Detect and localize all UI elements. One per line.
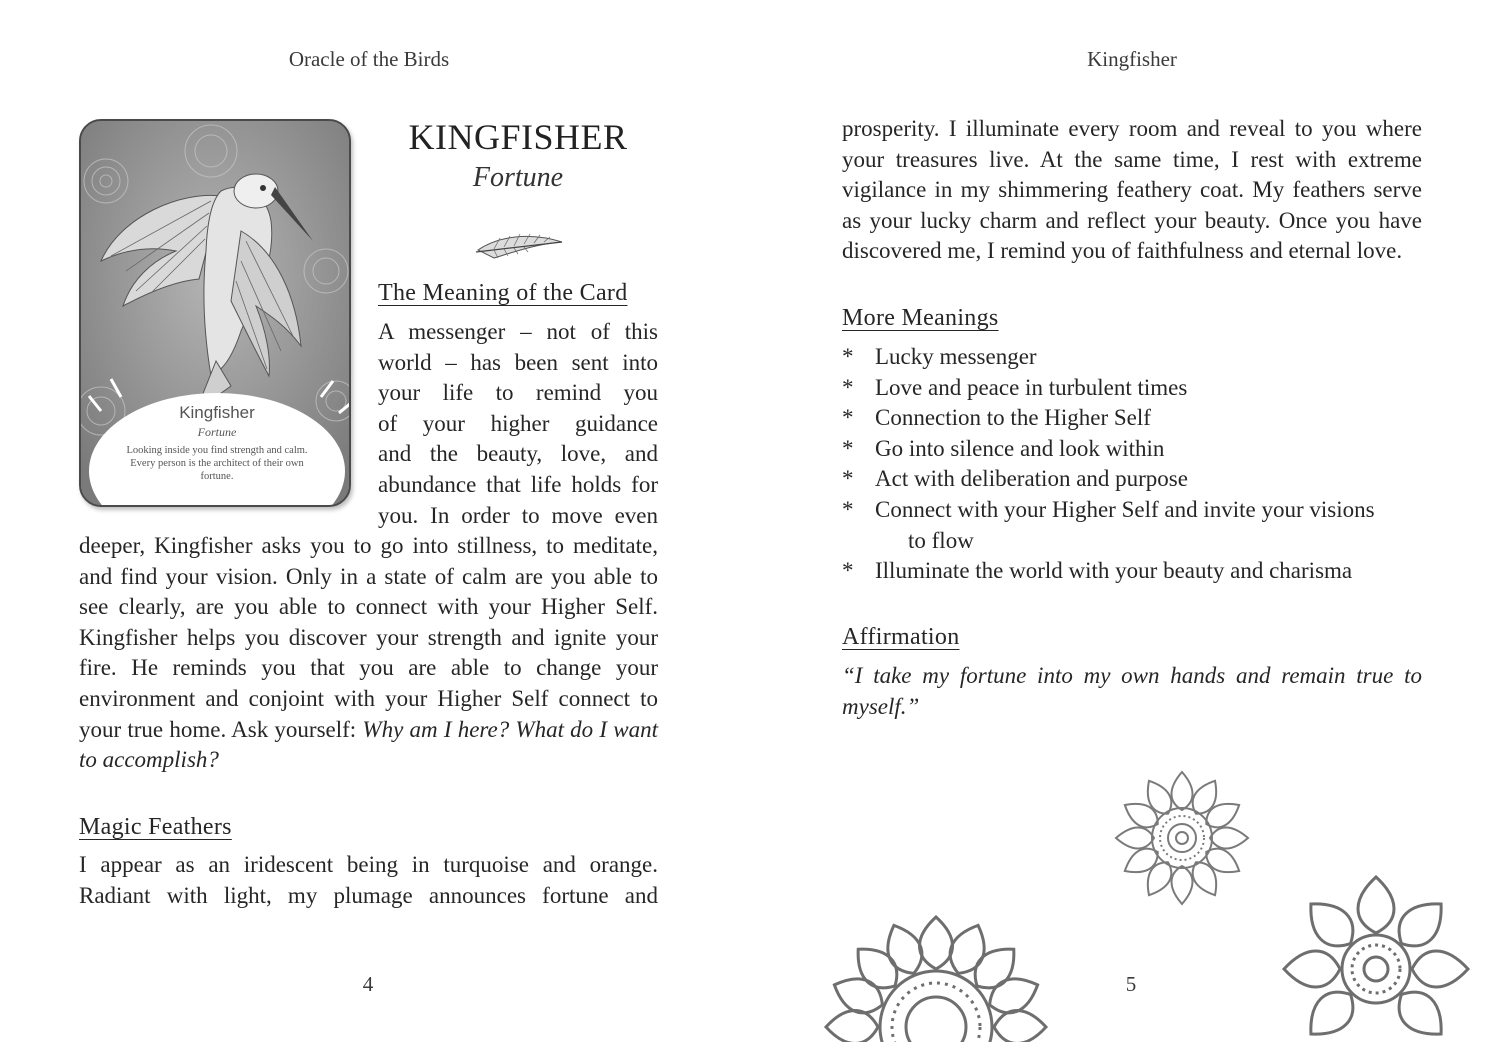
card-subtitle: Fortune <box>472 162 564 193</box>
list-item-text: Love and peace in turbulent times <box>875 374 1188 400</box>
meaning-text-wide <box>79 531 658 776</box>
page-number-left: 4 <box>362 972 374 996</box>
more-meanings-list <box>842 342 1422 587</box>
card-title-block <box>378 116 658 194</box>
affirmation-text: “I take my fortune into my own hands and remain true to myself.” <box>842 663 1422 719</box>
running-head-right: Kingfisher <box>1087 47 1177 71</box>
meaning-line: abundance that life holds for <box>378 471 658 497</box>
list-item <box>842 373 1422 404</box>
more-meanings-heading: More Meanings <box>842 305 999 331</box>
mandala-small-ornament <box>1112 768 1252 908</box>
page-number-right: 5 <box>1125 972 1137 996</box>
card-message: Looking inside you find strength and calm. Every person is the architect of their own fortune. <box>126 445 308 482</box>
meaning-line: your life to remind you <box>378 380 658 406</box>
list-item <box>842 434 1422 465</box>
meaning-questions: Why am I here? What do I want to accomplish? <box>79 716 659 773</box>
list-item-text: Go into silence and look within <box>875 435 1165 461</box>
card-keyword: Fortune <box>197 425 237 439</box>
meaning-line: of your higher guidance <box>378 410 658 436</box>
list-item-continuation: to flow <box>908 527 974 553</box>
bullet-star: * <box>842 435 854 461</box>
list-item-text: Lucky messenger <box>875 344 1037 369</box>
list-item <box>842 495 1422 556</box>
continued-text: prosperity. I illuminate every room and reveal to you where your treasures live. At the same time, I rest with extreme vigilance in my shimmering feathery coat. My feathers serve as your lucky charm and reflect your beauty. Once you have discovered me, I remind you of faithfulness and eternal love. <box>842 116 1422 264</box>
meaning-line: A messenger – not of this <box>378 319 658 344</box>
right-page <box>750 0 1500 1042</box>
running-head-left: Oracle of the Birds <box>288 47 450 71</box>
list-item <box>842 403 1422 434</box>
magic-feathers-text: I appear as an iridescent being in turquoise and orange. Radiant with light, my plumage announces fortune and <box>79 852 658 908</box>
feather-ornament-icon <box>474 228 566 266</box>
list-item-text: Act with deliberation and purpose <box>875 466 1188 492</box>
list-item-text: Connection to the Higher Self <box>875 405 1151 431</box>
list-item-text: Illuminate the world with your beauty and charisma <box>875 558 1353 584</box>
card-title: KINGFISHER <box>408 117 628 157</box>
bullet-star: * <box>842 466 854 492</box>
affirmation-heading: Affirmation <box>842 624 960 650</box>
list-item <box>842 342 1422 373</box>
magic-feathers-heading: Magic Feathers <box>79 814 232 840</box>
card-caption <box>81 403 351 483</box>
meaning-heading: The Meaning of the Card <box>378 280 628 306</box>
meaning-line: world – has been sent into <box>378 349 658 375</box>
list-item <box>842 464 1422 495</box>
meaning-paragraph: deeper, Kingfisher asks you to go into stillness, to meditate, and find your vision. Only in a state of calm are you able to see clearly, are you able to connect with your Higher Self. Kingfisher helps you discover your strength and ignite your fire. He reminds you that you are able to change your environment and conjoint with your Higher Self connect to your true home. Ask yourself: <box>79 533 658 742</box>
list-item-text: Connect with your Higher Self and invite your visions <box>875 496 1375 522</box>
bullet-star: * <box>842 374 854 400</box>
bullet-star: * <box>842 344 854 369</box>
bullet-star: * <box>842 405 854 431</box>
card-name: Kingfisher <box>179 403 255 422</box>
bullet-star: * <box>842 558 854 584</box>
list-item <box>842 556 1422 587</box>
oracle-card-image <box>79 119 351 507</box>
mandala-large-ornament <box>786 912 1086 1042</box>
meaning-line: and the beauty, love, and <box>378 441 658 467</box>
meaning-text-narrow <box>378 317 658 531</box>
meaning-line: you. In order to move even <box>378 502 658 528</box>
bullet-star: * <box>842 496 854 522</box>
mandala-corner-ornament <box>1276 874 1476 1042</box>
